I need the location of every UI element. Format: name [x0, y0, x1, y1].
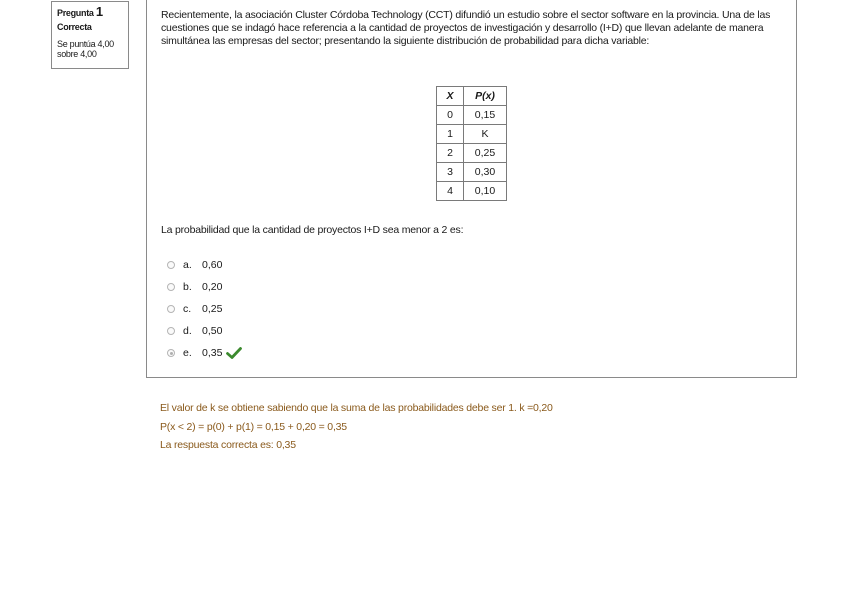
radio-button-a[interactable] [167, 261, 175, 269]
table-row [437, 144, 507, 163]
radio-button-d[interactable] [167, 327, 175, 335]
answer-value: 0,60 [202, 259, 223, 271]
answer-value: 0,25 [202, 303, 223, 315]
answer-letter: a. [183, 259, 192, 271]
answer-value: 0,50 [202, 325, 223, 337]
table-row [437, 182, 507, 201]
answer-value: 0,20 [202, 281, 223, 293]
table-cell-x: 0 [437, 106, 464, 125]
answer-list [167, 254, 242, 364]
general-feedback [160, 399, 553, 455]
question-text: Recientemente, la asociación Cluster Córdoba Technology (CCT) difundió un estudio sobre el sector software en la provincia. Una de las cuestiones que se indagó hace referencia a la cantidad de proyectos de investigación y desarrollo (I+D) que llevan adelante de manera simultánea las empresas del sector; presentando la siguiente distribución de probabilidad para dicha variable: [161, 9, 771, 47]
grade-line-2: sobre 4,00 [57, 49, 97, 59]
feedback-correct-answer: La respuesta correcta es: 0,35 [160, 439, 296, 451]
table-row [437, 106, 507, 125]
grade-line-1: Se puntúa 4,00 [57, 39, 114, 49]
table-cell-px: K [464, 125, 507, 144]
table-cell-px: 0,15 [464, 106, 507, 125]
table-cell-px: 0,25 [464, 144, 507, 163]
table-cell-x: 2 [437, 144, 464, 163]
question-grade [57, 39, 123, 59]
answer-option-b[interactable] [167, 276, 242, 298]
answer-option-d[interactable] [167, 320, 242, 342]
feedback-line-2: P(x < 2) = p(0) + p(1) = 0,15 + 0,20 = 0,35 [160, 420, 347, 433]
feedback-line-1: El valor de k se obtiene sabiendo que la suma de las probabilidades debe ser 1. k =0,20 [160, 402, 553, 414]
question-state: Correcta [57, 22, 92, 32]
answer-value: 0,35 [202, 347, 223, 359]
probability-table [436, 86, 507, 201]
table-cell-x: 1 [437, 125, 464, 144]
question-number: 1 [95, 4, 103, 19]
radio-button-c[interactable] [167, 305, 175, 313]
radio-button-b[interactable] [167, 283, 175, 291]
table-cell-px: 0,10 [464, 182, 507, 201]
table-row [437, 163, 507, 182]
table-header-x: X [437, 87, 464, 106]
table-row [437, 125, 507, 144]
question-prompt: La probabilidad que la cantidad de proyectos I+D sea menor a 2 es: [161, 224, 464, 236]
question-label [57, 6, 123, 19]
answer-option-c[interactable] [167, 298, 242, 320]
table-cell-x: 3 [437, 163, 464, 182]
answer-letter: e. [183, 347, 192, 359]
answer-letter: c. [183, 303, 192, 315]
answer-letter: d. [183, 325, 192, 337]
question-word: Pregunta [57, 8, 94, 18]
table-header-px: P(x) [464, 87, 507, 106]
table-header-row [437, 87, 507, 106]
question-content [146, 0, 797, 378]
radio-button-e[interactable] [167, 349, 175, 357]
question-info-box [51, 1, 129, 69]
answer-option-a[interactable] [167, 254, 242, 276]
table-cell-x: 4 [437, 182, 464, 201]
checkmark-icon [226, 346, 242, 360]
table-cell-px: 0,30 [464, 163, 507, 182]
answer-option-e[interactable] [167, 342, 242, 364]
answer-letter: b. [183, 281, 192, 293]
